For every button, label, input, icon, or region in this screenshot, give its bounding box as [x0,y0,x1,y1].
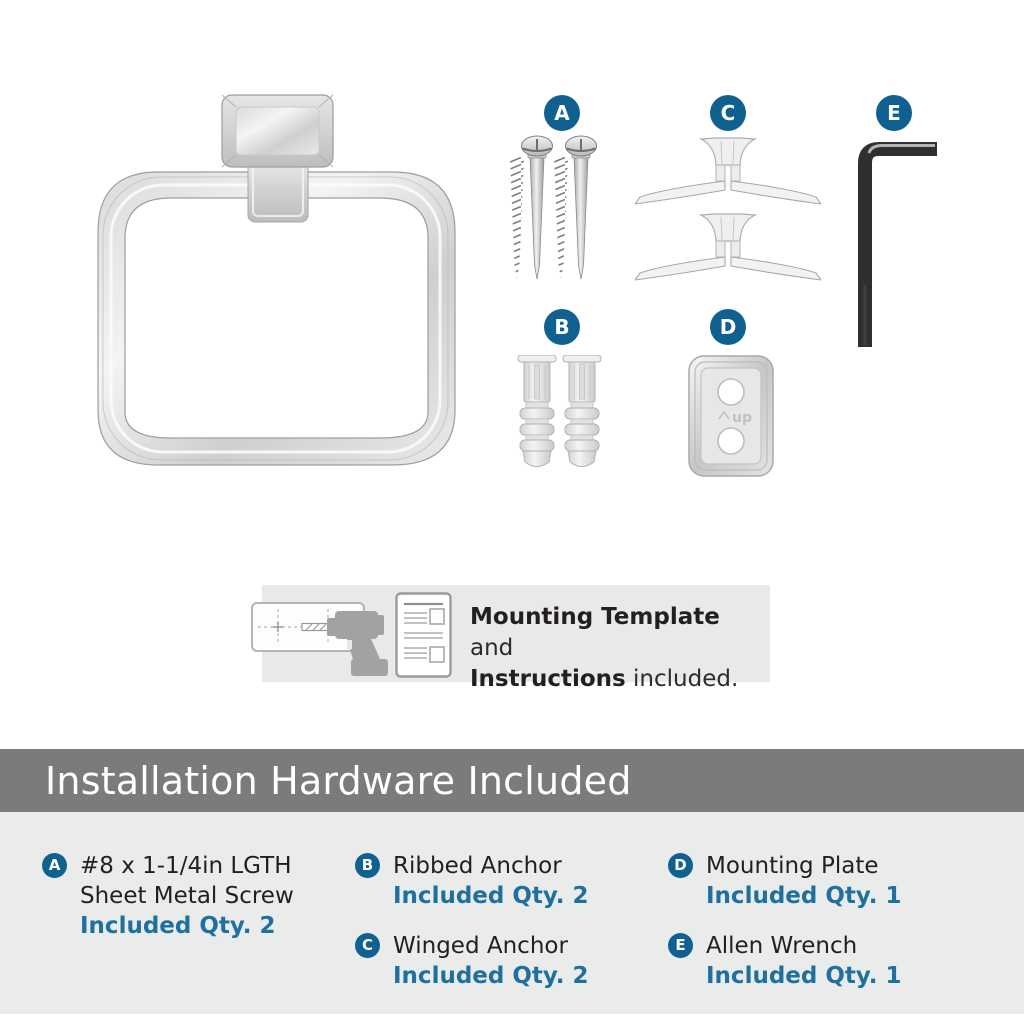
winged-anchors-icon [635,137,821,292]
label-badge-a [544,95,580,131]
legend-title-line: Sheet Metal Screw [80,883,294,909]
badge-letter: C [361,936,373,954]
towel-ring-product-image [70,80,465,480]
towel-ring-illustration [70,80,465,480]
ribbed-anchors-icon [515,355,610,480]
label-badge-d [710,309,746,345]
legend-title-line: Winged Anchor [393,933,568,959]
label-badge-e [876,95,912,131]
legend-qty: Included Qty. 2 [393,963,589,989]
badge-letter: D [674,856,687,874]
allen-wrench-icon [845,135,955,365]
legend-qty: Included Qty. 1 [706,963,902,989]
legend-badge-c [355,933,380,958]
hardware-item-a [505,95,620,295]
badge-letter: E [887,101,901,125]
badge-letter: B [361,856,374,874]
label-badge-b [544,309,580,345]
hardware-legend [0,812,1024,1014]
instructions-document-icon [395,592,452,678]
legend-item-c [355,931,589,991]
note-line-2: Instructions included. [470,666,739,692]
legend-item-e [668,931,902,991]
hardware-item-e [845,95,955,365]
section-title: Installation Hardware Included [45,758,632,803]
legend-title-line: #8 x 1-1/4in LGTH [80,853,292,879]
badge-letter: E [675,936,686,954]
badge-letter: B [554,315,570,339]
legend-qty: Included Qty. 2 [80,913,276,939]
label-badge-c [710,95,746,131]
note-text [470,602,770,695]
legend-qty: Included Qty. 1 [706,883,902,909]
badge-letter: A [554,101,570,125]
hardware-item-b [505,307,620,487]
badge-letter: C [720,101,736,125]
mounting-template-note [262,585,770,692]
legend-item-b [355,851,589,911]
legend-badge-b [355,853,380,878]
legend-title-line: Mounting Plate [706,853,879,879]
hardware-item-d [672,307,792,487]
hardware-item-c [635,95,821,295]
note-line-1: Mounting Template and [470,604,720,661]
section-header [0,749,1024,812]
badge-letter: A [48,856,61,874]
plate-up-marking: up [732,410,752,426]
legend-badge-e [668,933,693,958]
badge-letter: D [719,315,737,339]
mounting-plate-icon [688,355,774,477]
screws-icon [505,135,615,295]
legend-badge-a [42,853,67,878]
template-and-drill-icon [250,599,392,681]
legend-qty: Included Qty. 2 [393,883,589,909]
legend-badge-d [668,853,693,878]
legend-title-line: Allen Wrench [706,933,858,959]
legend-item-d [668,851,902,911]
legend-item-a [42,851,294,941]
legend-title-line: Ribbed Anchor [393,853,562,879]
